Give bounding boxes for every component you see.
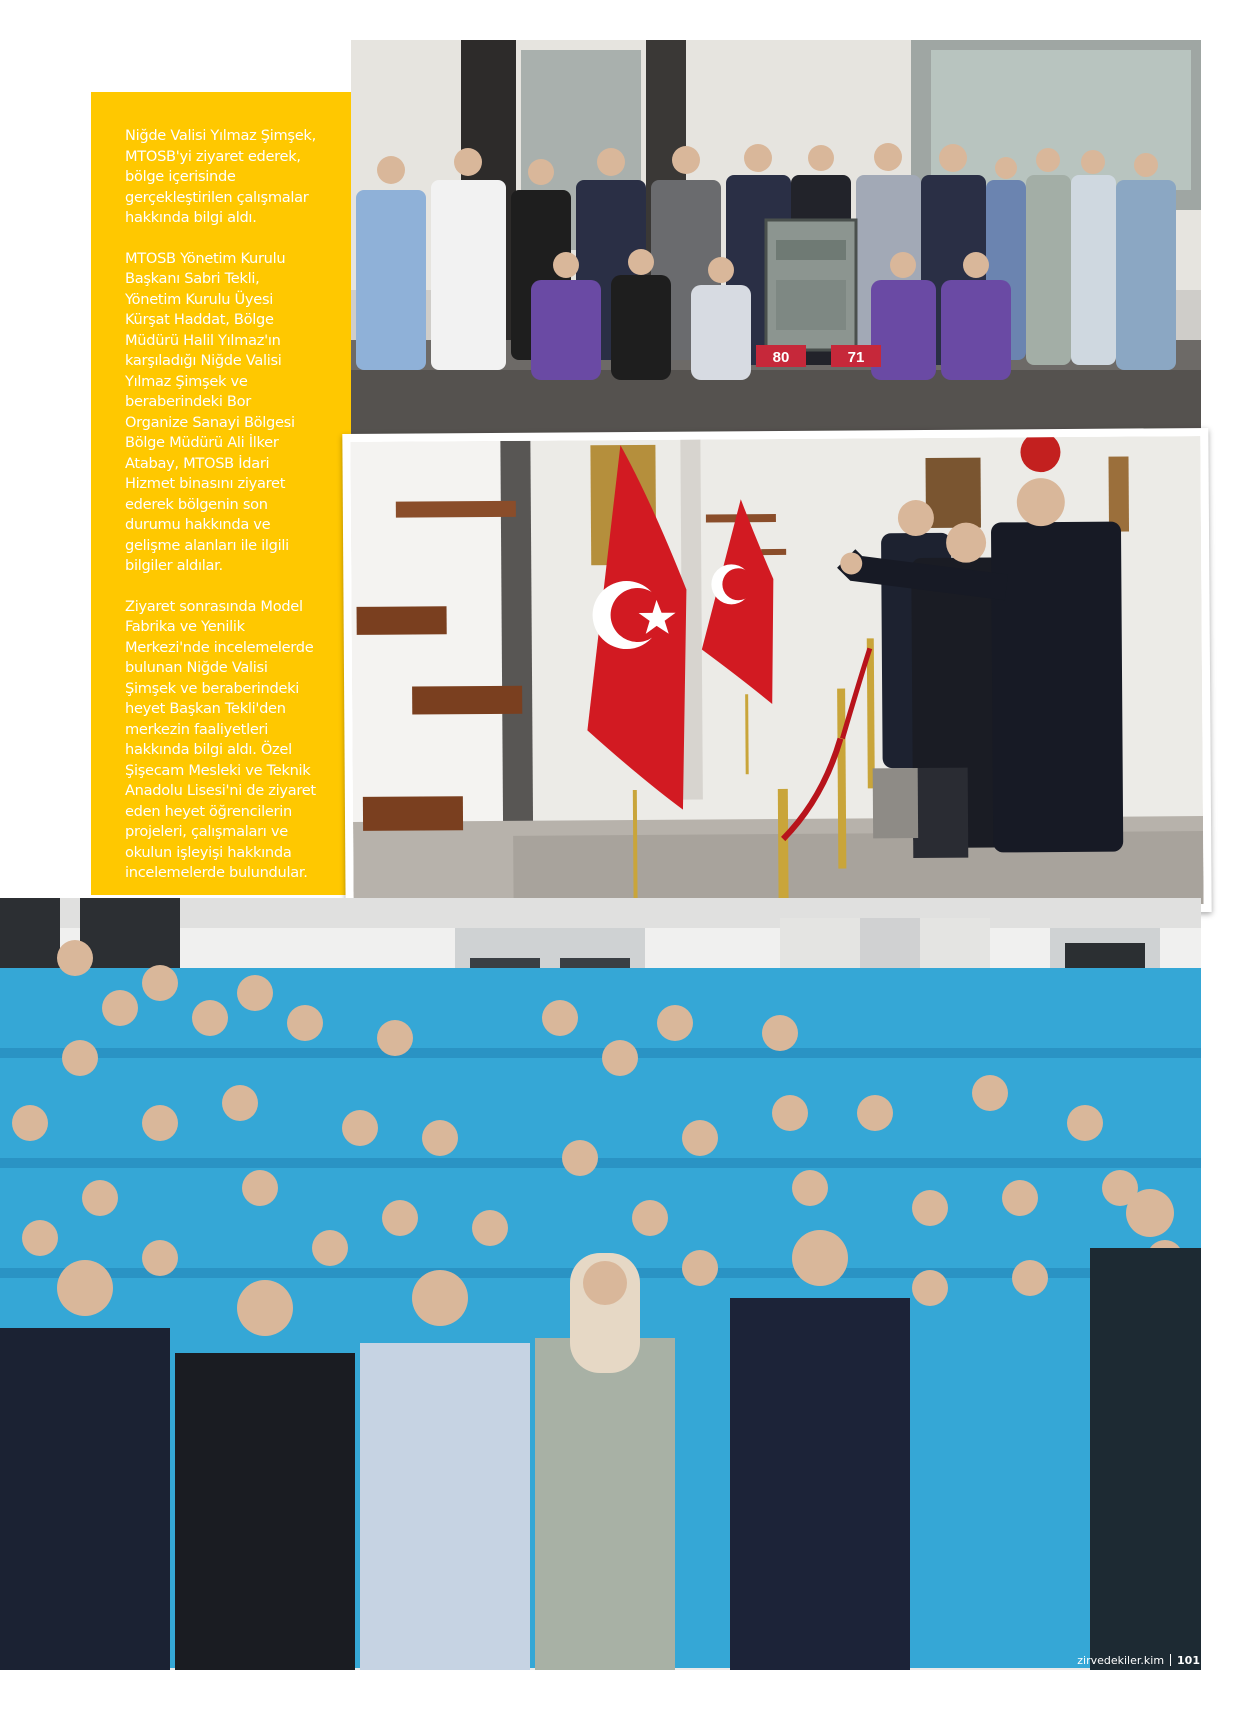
photo-officials-with-flags-image [350,436,1203,910]
article-paragraph-1: Niğde Valisi Yılmaz Şimşek, MTOSB'yi ziyaret ederek, bölge içerisinde gerçekleştirilen çalışmalar hakkında bilgi aldı. [125,127,316,226]
photo-group-with-robot [351,40,1201,440]
photo-school-group [0,898,1201,1670]
photo-group-with-robot-image [351,40,1201,440]
robot-number-right: 71 [847,349,865,366]
photo-school-group-image [0,898,1201,1670]
footer-site: zirvedekiler.kim [1077,1653,1165,1667]
article-paragraph-2: MTOSB Yönetim Kurulu Başkanı Sabri Tekli, Yönetim Kurulu Üyesi Kürşat Haddat, Bölge Müdürü Halil Yılmaz'ın karşıladığı Niğde Valisi Yılmaz Şimşek ve beraberindeki Bor Organize Sanayi Bölgesi Bölge Müdürü Ali İlker Atabay, MTOSB İdari Hizmet binasını ziyaret ederek bölgenin son durumu hakkında ve gelişme alanları ile ilgili bilgiler aldılar. [125,249,295,574]
photo-officials-with-flags [350,436,1203,910]
footer-separator [1170,1654,1171,1666]
photo-frame-flags [342,428,1211,918]
robot-number-left: 80 [772,349,790,366]
page-number: 101 [1177,1653,1200,1667]
page-footer [1077,1652,1200,1668]
article-text-box [91,92,351,895]
article-paragraph-3: Ziyaret sonrasında Model Fabrika ve Yenilik Merkezi'nde incelemelerde bulunan Niğde Valisi Şimşek ve beraberindeki heyet Başkan Tekli'den merkezin faaliyetleri hakkında bilgi aldı. Özel Şişecam Mesleki ve Teknik Anadolu Lisesi'ni de ziyaret eden heyet öğrencilerin projeleri, çalışmaları ve okulun işleyişi hakkında incelemelerde bulundular. [125,597,316,881]
